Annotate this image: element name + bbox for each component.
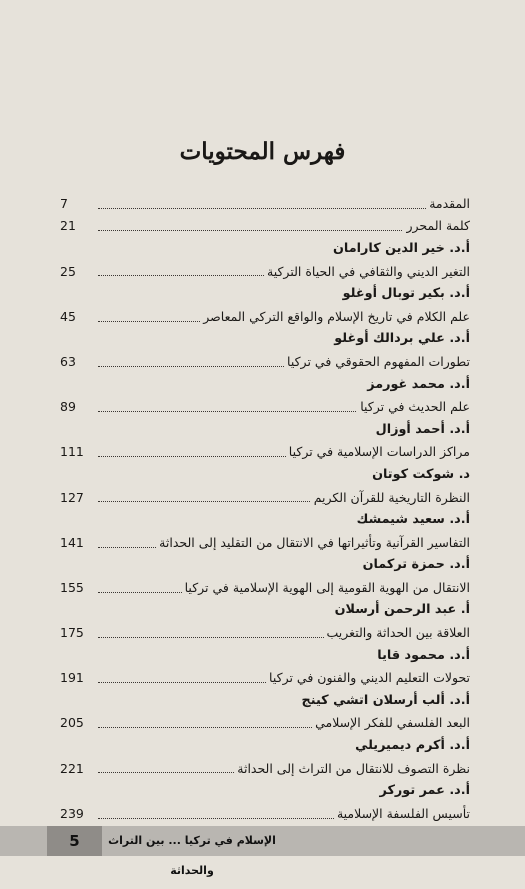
toc-author xyxy=(62,554,470,577)
entry-page-number: 155 xyxy=(60,579,84,595)
entry-title: تأسيس الفلسفة الإسلامية xyxy=(334,806,470,821)
entry-title: البعد الفلسفي للفكر الإسلامي xyxy=(312,715,470,730)
author-name: أ.د. ألب أرسلان اتشي كينج xyxy=(299,693,470,708)
author-name: أ.د. سعيد شيمشك xyxy=(354,512,470,527)
toc-entry xyxy=(62,621,470,644)
entry-page-number: 205 xyxy=(60,715,84,731)
author-name: أ.د. خير الدين كارامان xyxy=(330,241,470,256)
toc-author xyxy=(62,734,470,757)
entry-title: تطورات المفهوم الحقوقي في تركيا xyxy=(284,354,470,369)
entry-page-number: 21 xyxy=(60,218,76,234)
toc-entry xyxy=(62,712,470,735)
entry-title: النظرة التاريخية للقرآن الكريم xyxy=(311,490,470,505)
author-name: أ.د. بكير توبال أوغلو xyxy=(340,286,470,301)
author-name: د. شوكت كوتان xyxy=(369,467,470,482)
entry-page-number: 221 xyxy=(60,760,84,776)
entry-page-number: 25 xyxy=(60,263,76,279)
toc-entry xyxy=(62,576,470,599)
toc-entry xyxy=(62,666,470,689)
page-footer xyxy=(0,826,525,877)
toc-author xyxy=(62,328,470,351)
entry-title: تحولات التعليم الديني والفنون في تركيا xyxy=(266,670,470,685)
entry-page-number: 111 xyxy=(60,444,84,460)
entry-title: التفاسير القرآنية وتأثيراتها في الانتقال من التقليد إلى الحداثة xyxy=(156,535,470,550)
toc-entry xyxy=(62,215,470,238)
toc-author xyxy=(62,418,470,441)
toc-entry xyxy=(62,395,470,418)
toc-author xyxy=(62,644,470,667)
author-name: أ. عبد الرحمن أرسلان xyxy=(332,602,470,617)
toc-entry xyxy=(62,192,470,215)
toc-author xyxy=(62,599,470,622)
toc-entry xyxy=(62,757,470,780)
entry-page-number: 45 xyxy=(60,308,76,324)
author-name: أ.د. محمود قايا xyxy=(374,648,470,663)
entry-page-number: 127 xyxy=(60,489,84,505)
toc-author xyxy=(62,373,470,396)
entry-title: كلمة المحرر xyxy=(403,218,470,233)
entry-title: العلاقة بين الحداثة والتغريب xyxy=(324,625,470,640)
entry-title: التغير الديني والثقافي في الحياة التركية xyxy=(264,264,470,279)
entry-page-number: 63 xyxy=(60,353,76,369)
toc-entry xyxy=(62,441,470,464)
toc-entry xyxy=(62,802,470,825)
toc-author xyxy=(62,237,470,260)
author-name: أ.د. حمزة تركمان xyxy=(360,557,470,572)
author-name: أ.د. عمر توركر xyxy=(377,783,470,798)
author-name: أ.د. أكرم ديميريلي xyxy=(352,738,470,753)
toc-author xyxy=(62,779,470,802)
entry-title: المقدمة xyxy=(426,196,470,211)
dot-leader xyxy=(98,208,470,209)
toc-entry xyxy=(62,260,470,283)
toc-author xyxy=(62,282,470,305)
entry-title: علم الحديث في تركيا xyxy=(357,399,470,414)
entry-title: مراكز الدراسات الإسلامية في تركيا xyxy=(286,444,470,459)
entry-title: الانتقال من الهوية القومية إلى الهوية الإسلامية في تركيا xyxy=(182,580,470,595)
table-of-contents xyxy=(62,192,470,825)
running-title: الإسلام في تركيا ... بين التراث والحداثة xyxy=(108,834,276,877)
toc-author xyxy=(62,508,470,531)
entry-page-number: 7 xyxy=(60,195,68,211)
entry-page-number: 239 xyxy=(60,805,84,821)
toc-entry xyxy=(62,486,470,509)
entry-title: نظرة التصوف للانتقال من التراث إلى الحداثة xyxy=(234,761,470,776)
entry-page-number: 141 xyxy=(60,534,84,550)
entry-page-number: 175 xyxy=(60,625,84,641)
toc-author xyxy=(62,689,470,712)
entry-page-number: 191 xyxy=(60,670,84,686)
toc-entry xyxy=(62,350,470,373)
toc-author xyxy=(62,463,470,486)
entry-title: علم الكلام في تاريخ الإسلام والواقع التركي المعاصر xyxy=(200,309,470,324)
author-name: أ.د. أحمد أوزال xyxy=(373,422,470,437)
toc-entry xyxy=(62,305,470,328)
author-name: أ.د. محمد غورمز xyxy=(364,377,470,392)
toc-entry xyxy=(62,531,470,554)
page-number: 5 xyxy=(47,826,102,856)
entry-page-number: 89 xyxy=(60,399,76,415)
author-name: أ.د. علي بردالك أوغلو xyxy=(331,331,470,346)
page-title: فهرس المحتويات xyxy=(179,138,346,165)
